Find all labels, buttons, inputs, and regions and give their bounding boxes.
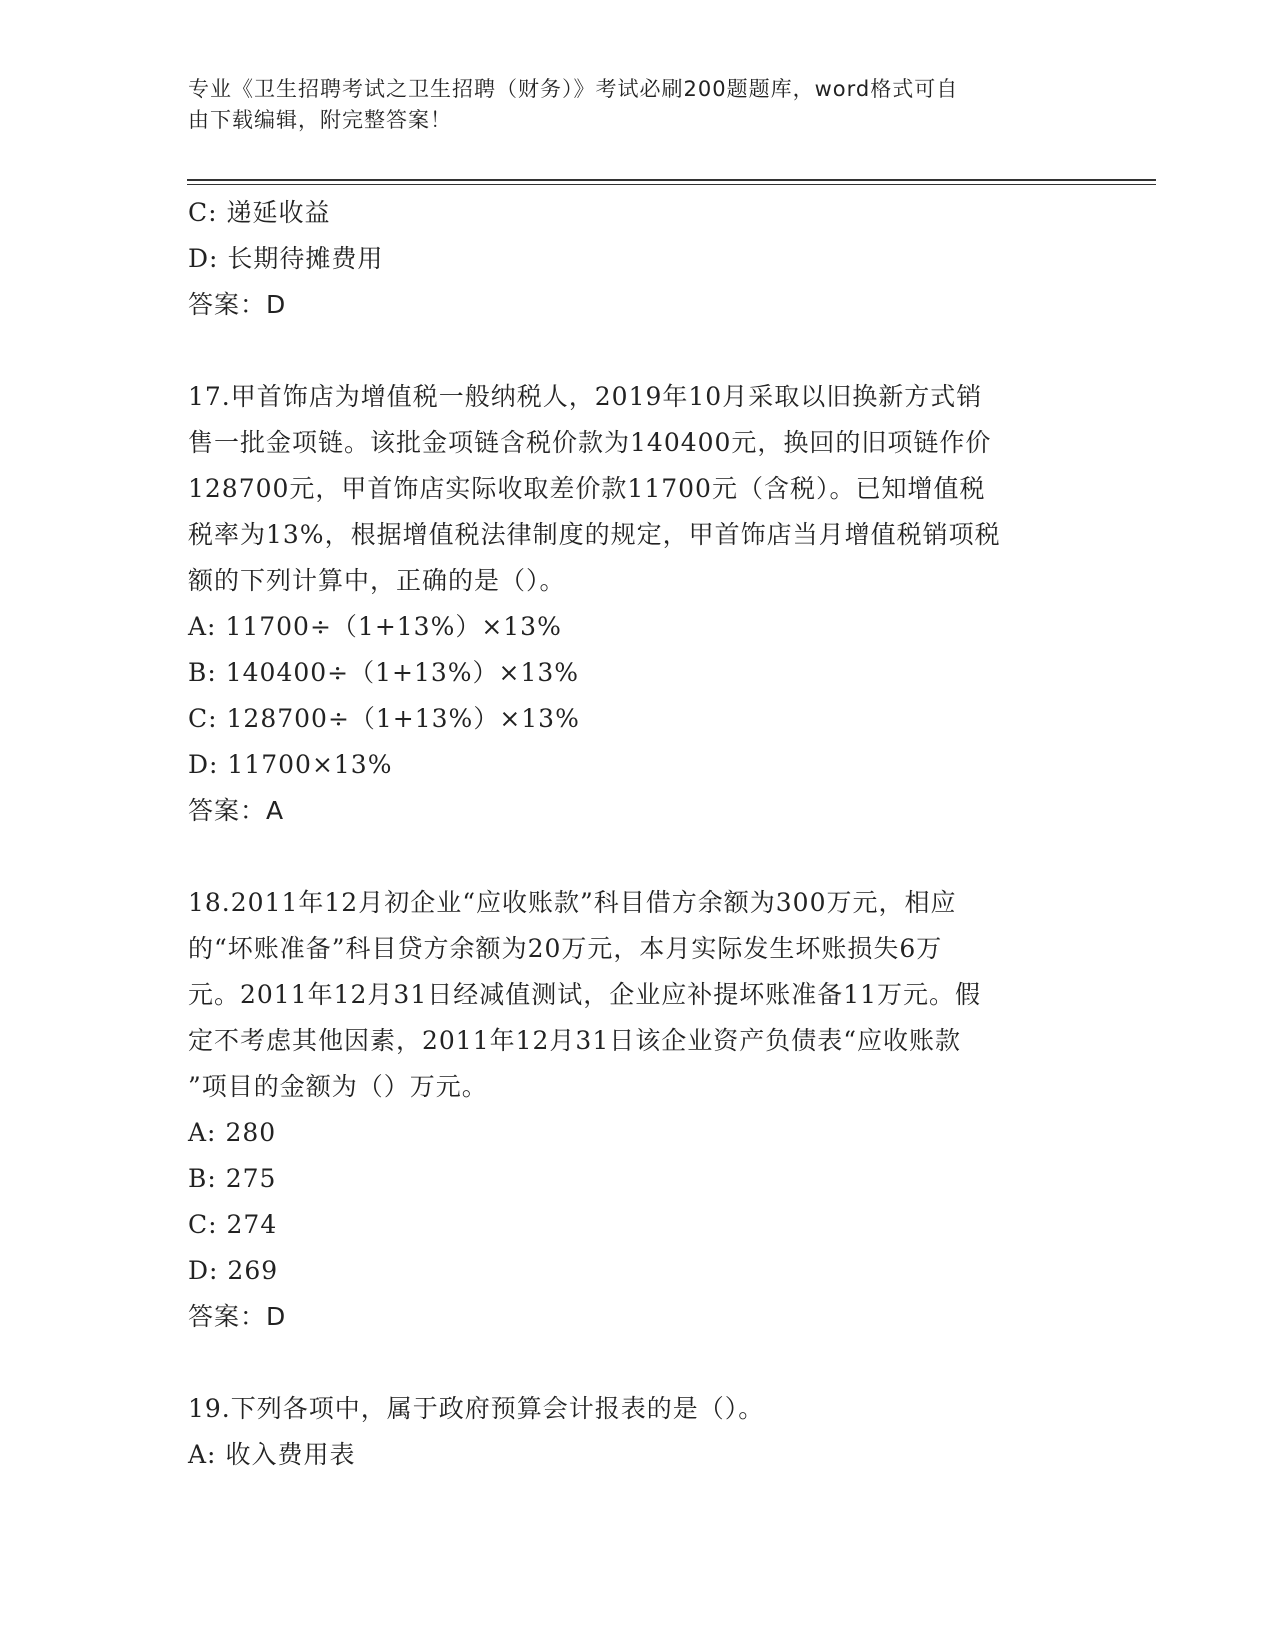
header-line-1: 专业《卫生招聘考试之卫生招聘（财务）》考试必刷200题题库，word格式可自 — [188, 77, 959, 101]
question-19 — [188, 1386, 1088, 1478]
header-divider-thick — [187, 179, 1156, 181]
question-17-line-2: 售一批金项链。该批金项链含税价款为140400元，换回的旧项链作价 — [188, 428, 992, 457]
question-17-line-1: 17.甲首饰店为增值税一般纳税人，2019年10月采取以旧换新方式销 — [188, 382, 983, 411]
question-18-line-1: 18.2011年12月初企业“应收账款”科目借方余额为300万元，相应 — [188, 888, 957, 917]
document-header — [188, 74, 1068, 136]
question-18-line-2: 的“坏账准备”科目贷方余额为20万元，本月实际发生坏账损失6万 — [188, 934, 943, 963]
spacer — [188, 328, 1088, 374]
prev-answer: 答案：D — [188, 290, 287, 319]
question-content — [188, 190, 1088, 1478]
option-c: C: 128700÷（1+13%）×13% — [188, 704, 580, 733]
option-d: D: 长期待摊费用 — [188, 244, 384, 273]
question-18-line-5: ”项目的金额为（）万元。 — [188, 1072, 488, 1101]
option-c: C: 274 — [188, 1210, 278, 1239]
option-b: B: 275 — [188, 1164, 277, 1193]
header-divider-thin — [187, 184, 1156, 185]
question-18 — [188, 880, 1088, 1340]
prev-question-options — [188, 190, 1088, 282]
question-17 — [188, 374, 1088, 834]
question-17-line-3: 128700元，甲首饰店实际收取差价款11700元（含税）。已知增值税 — [188, 474, 986, 503]
option-d: D: 11700×13% — [188, 750, 393, 779]
question-18-line-4: 定不考虑其他因素，2011年12月31日该企业资产负债表“应收账款 — [188, 1026, 962, 1055]
header-line-2: 由下载编辑，附完整答案！ — [188, 108, 452, 132]
option-d: D: 269 — [188, 1256, 279, 1285]
spacer — [188, 1340, 1088, 1386]
question-17-line-5: 额的下列计算中，正确的是（）。 — [188, 566, 566, 595]
question-18-answer: 答案：D — [188, 1302, 287, 1331]
option-b: B: 140400÷（1+13%）×13% — [188, 658, 580, 687]
question-17-line-4: 税率为13%，根据增值税法律制度的规定，甲首饰店当月增值税销项税 — [188, 520, 1001, 549]
option-a: A: 280 — [188, 1118, 277, 1147]
option-c: C: 递延收益 — [188, 198, 331, 227]
spacer — [188, 834, 1088, 880]
option-a: A: 收入费用表 — [188, 1440, 356, 1469]
option-a: A: 11700÷（1+13%）×13% — [188, 612, 562, 641]
question-17-answer: 答案：A — [188, 796, 285, 825]
question-18-line-3: 元。2011年12月31日经减值测试，企业应补提坏账准备11万元。假 — [188, 980, 982, 1009]
question-19-line-1: 19.下列各项中，属于政府预算会计报表的是（）。 — [188, 1394, 765, 1423]
